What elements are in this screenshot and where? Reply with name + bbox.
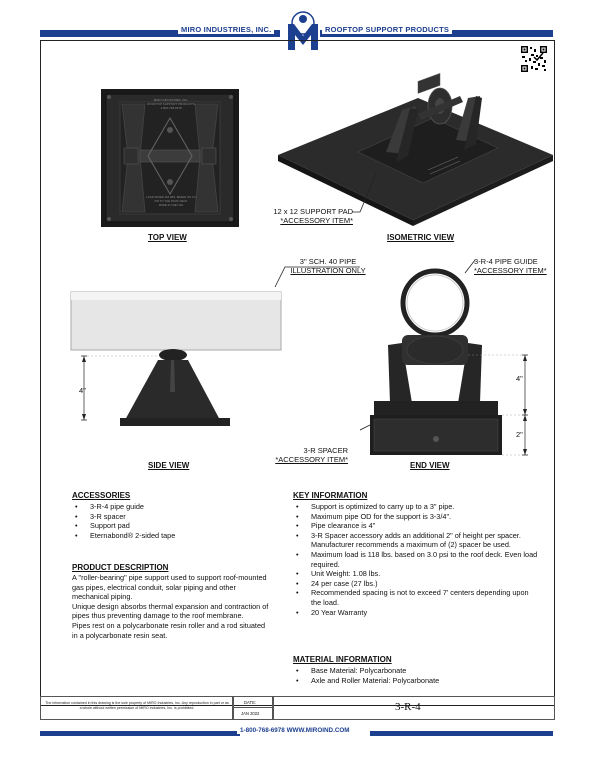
spacer-height-dimension: 2" (516, 430, 523, 439)
isometric-view-label: ISOMETRIC VIEW (387, 233, 455, 242)
product-description-text: A "roller-bearing" pipe support used to support roof-mounted gas pipes, electrical conduit, solar piping and other mechanical piping. Unique design absorbs thermal expansion and contraction of pipes thus preventing damage to the roof membrane. Pipes rest on a polycarbonate resin roller and a rod situated in a polycarbonate resin seat. (72, 573, 269, 640)
list-item: • Maximum pipe OD for the support is 3-3/4". (293, 512, 538, 522)
date-divider (232, 707, 273, 708)
list-item: • Axle and Roller Material: Polycarbonate (293, 676, 538, 686)
accessories-heading: ACCESSORIES (72, 491, 131, 500)
list-item: • Maximum load is 118 lbs. based on 3.0 psi to the roof deck. Even load required. (293, 550, 538, 569)
list-item: • Support pad (72, 521, 272, 531)
material-information-heading: MATERIAL INFORMATION (293, 655, 392, 664)
header-product-line: ROOFTOP SUPPORT PRODUCTS (322, 25, 452, 34)
footer-bar-left (40, 731, 240, 736)
list-item: • Base Material: Polycarbonate (293, 666, 538, 676)
product-description-heading: PRODUCT DESCRIPTION (72, 563, 169, 572)
date-value: JAN 2022 (241, 711, 260, 716)
date-label: DATE: (244, 700, 257, 705)
material-information-list (293, 666, 538, 685)
list-item: • Recommended spacing is not to exceed 7' centers depending upon the load. (293, 588, 538, 607)
pipe-callout: 3" SCH. 40 PIPE ILLUSTRATION ONLY (290, 257, 366, 275)
key-information-list (293, 502, 538, 617)
header-company-name: MIRO INDUSTRIES, INC. (178, 25, 274, 34)
footer-bar-right (370, 731, 553, 736)
side-view-label: SIDE VIEW (148, 461, 190, 470)
list-item: • Unit Weight: 1.08 lbs. (293, 569, 538, 579)
top-view-embossed-text-upper: MIRO INDUSTRIES, INC. ROOFTOP SUPPORT PRODUCTS 1-800-768-6978 (147, 98, 195, 110)
end-view-label: END VIEW (410, 461, 450, 470)
footer-contact: 1-800-768-6978 WWW.MIROIND.COM (237, 727, 353, 734)
list-item: • Support is optimized to carry up to a 3" pipe. (293, 502, 538, 512)
qr-code-icon (520, 45, 548, 73)
top-view-embossed-text-lower: LOAD RATED 118 LBS. BASED ON 3.0 PSI TO THE ROOF DECK MADE IN THE USA (146, 195, 196, 207)
list-item: • 20 Year Warranty (293, 608, 538, 618)
end-view-height-dimension: 4" (516, 374, 523, 383)
side-view-drawing (70, 262, 370, 432)
list-item: • 3-R Spacer accessory adds an additional 2" of height per spacer. Manufacturer recommends a maximum of (2) spacer be used. (293, 531, 538, 550)
isometric-view-drawing (268, 70, 558, 230)
list-item: • Eternabond® 2-sided tape (72, 531, 272, 541)
part-number: 3-R-4 (395, 701, 421, 713)
list-item: • 3-R-4 pipe guide (72, 502, 272, 512)
list-item: • 24 per case (27 lbs.) (293, 579, 538, 589)
key-information-heading: KEY INFORMATION (293, 491, 368, 500)
support-pad-callout: 12 x 12 SUPPORT PAD *ACCESSORY ITEM* (273, 207, 353, 225)
pipe-guide-callout: 3-R-4 PIPE GUIDE *ACCESSORY ITEM* (474, 257, 547, 275)
list-item: • Pipe clearance is 4" (293, 521, 538, 531)
top-view-label: TOP VIEW (148, 233, 187, 242)
spacer-callout: 3-R SPACER *ACCESSORY ITEM* (275, 446, 348, 464)
side-view-height-dimension: 4" (79, 386, 86, 395)
list-item: • 3-R spacer (72, 512, 272, 522)
pad-callout-leader (350, 170, 380, 215)
accessories-list (72, 502, 272, 540)
footer-disclaimer: The information contained in this drawing is the sole property of MIRO Industries, Inc. Any reproduction in part or as a whole without written permission of MIRO Industries, Inc. is prohibited. (45, 701, 229, 710)
